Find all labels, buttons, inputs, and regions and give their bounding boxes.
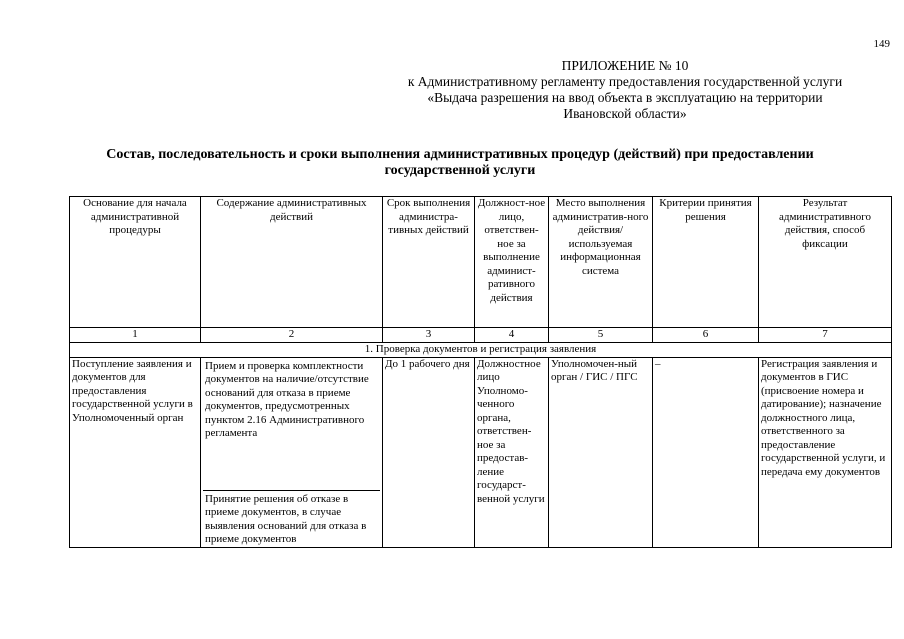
appendix-title: ПРИЛОЖЕНИЕ № 10 — [561, 58, 689, 73]
table-header-cell: Срок выполнения администра-тивных действий — [383, 197, 475, 328]
column-number: 1 — [70, 328, 201, 343]
section-row — [70, 342, 892, 357]
column-number: 7 — [759, 328, 892, 343]
page-number: 149 — [873, 38, 890, 50]
table-header-cell: Основание для начала административной процедуры — [70, 197, 201, 328]
table-header-cell: Содержание административных действий — [201, 197, 383, 328]
document-title-line: государственной услуги — [384, 163, 536, 178]
table-column-numbers — [70, 328, 892, 343]
appendix-line: «Выдача разрешения на ввод объекта в эксплуатацию на территории — [427, 90, 823, 105]
appendix-header — [360, 58, 890, 122]
procedures-table — [69, 196, 892, 548]
official-cell: Должностное лицо Уполномо-ченного органа, ответствен-ное за предостав-ление государст-венной услуги — [475, 357, 549, 547]
column-number: 5 — [549, 328, 653, 343]
result-cell: Регистрация заявления и документов в ГИС (присвоение номера и датирование); назначение должностного лица, ответственного за предоставление государственной услуги, и передача ему документов — [759, 357, 892, 547]
content-step-check: Прием и проверка комплектности документов на наличие/отсутствие оснований для отказа в приеме документов, предусмотренных пунктом 2.16 Административного регламента — [205, 359, 369, 439]
table-header-cell: Должност-ное лицо, ответствен-ное за выполнение админист-ративного действия — [475, 197, 549, 328]
term-cell: До 1 рабочего дня — [383, 357, 475, 547]
appendix-line: к Административному регламенту предоставления государственной услуги — [407, 74, 843, 89]
document-title-line: Состав, последовательность и сроки выполнения административных процедур (действий) при предоставлении — [106, 147, 814, 162]
table-header-row — [70, 197, 892, 328]
content-cell — [201, 357, 383, 547]
document-title — [60, 147, 860, 179]
basis-cell: Поступление заявления и документов для предоставления государственной услуги в Уполномоченный орган — [70, 357, 201, 547]
appendix-line: Ивановской области» — [563, 106, 687, 121]
table-row — [70, 357, 892, 547]
section-title: 1. Проверка документов и регистрация заявления — [70, 342, 892, 357]
table-header-cell: Результат административного действия, способ фиксации — [759, 197, 892, 328]
column-number: 4 — [475, 328, 549, 343]
column-number: 2 — [201, 328, 383, 343]
criteria-cell: – — [653, 357, 759, 547]
column-number: 6 — [653, 328, 759, 343]
table-header-cell: Критерии принятия решения — [653, 197, 759, 328]
content-step-refusal: Принятие решения об отказе в приеме документов, в случае выявления оснований для отказа в приеме документов — [203, 490, 380, 547]
column-number: 3 — [383, 328, 475, 343]
place-cell: Уполномочен-ный орган / ГИС / ПГС — [549, 357, 653, 547]
table-header-cell: Место выполнения административ-ного действия/ используемая информационная система — [549, 197, 653, 328]
